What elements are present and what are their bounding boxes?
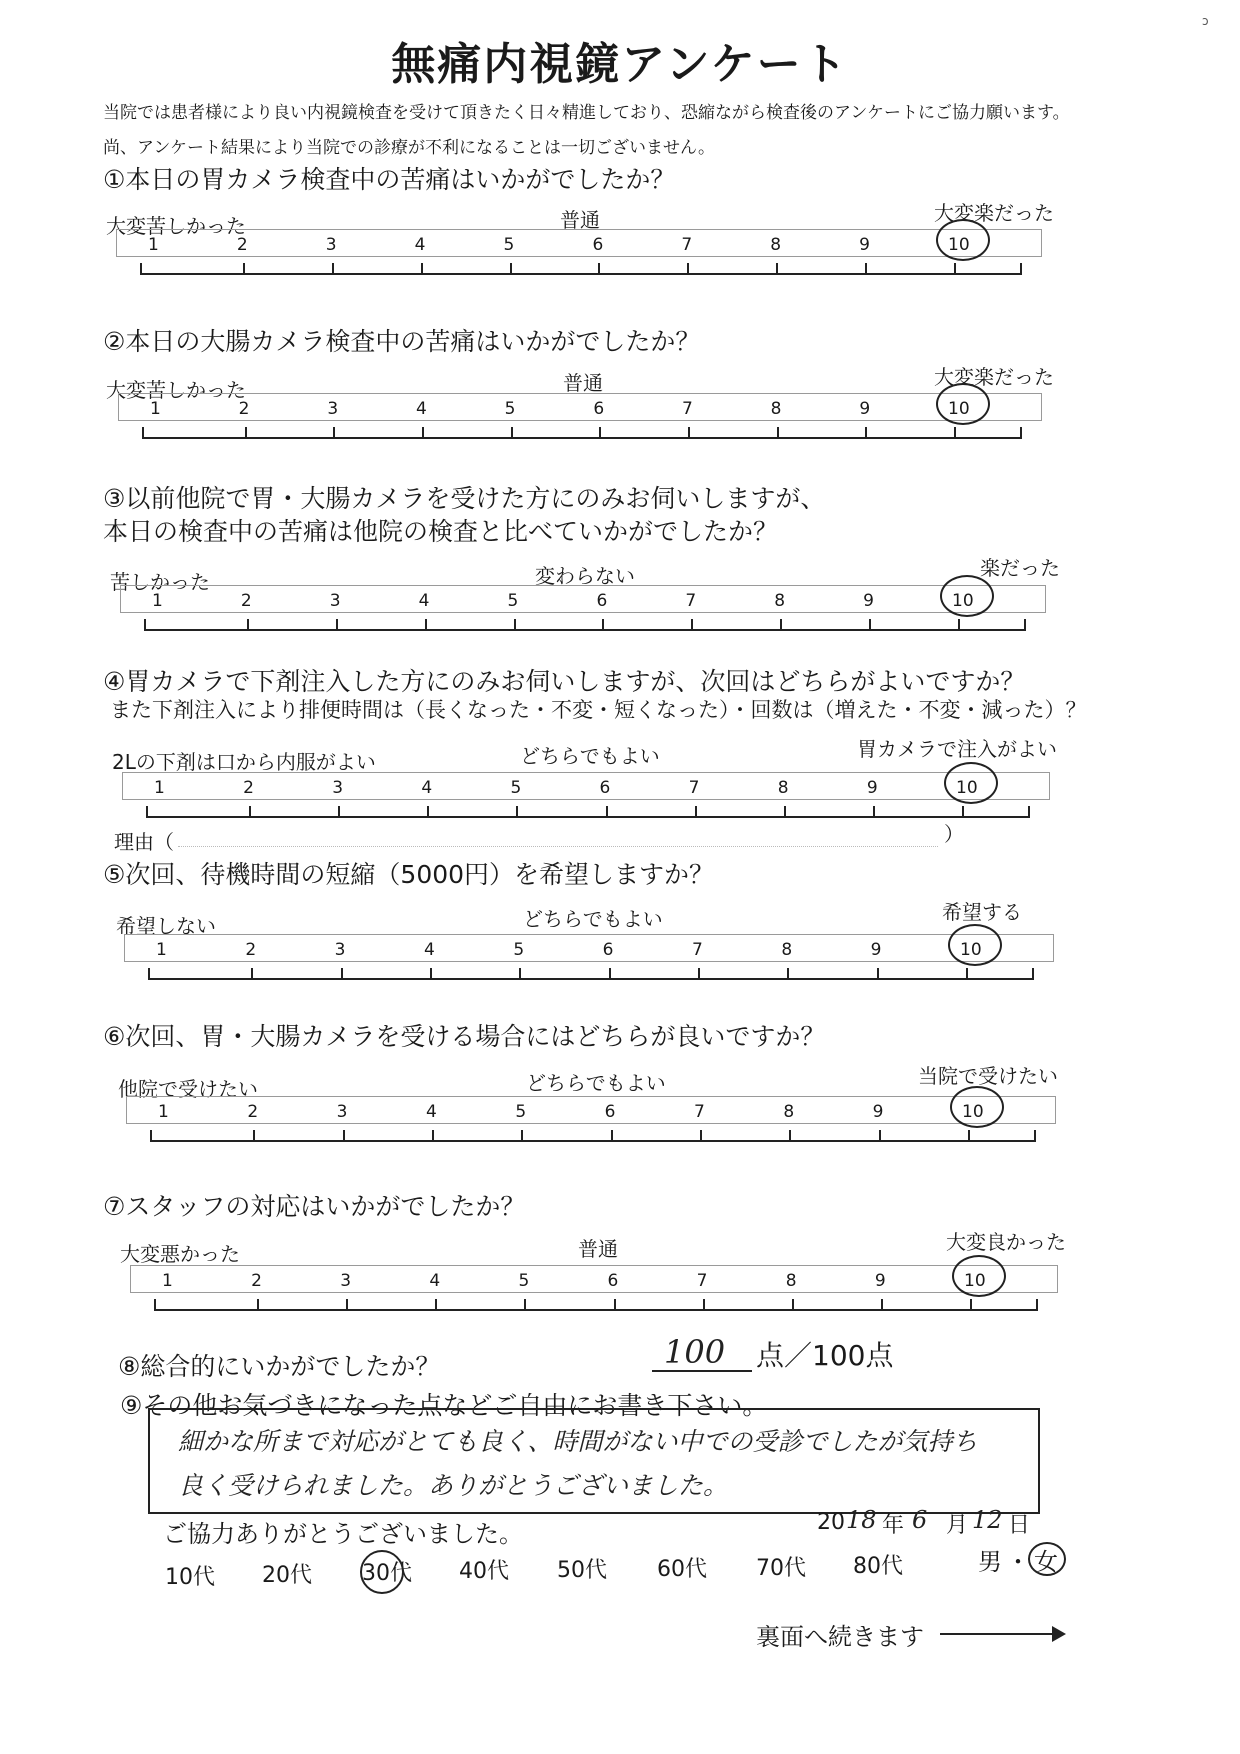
scale-number-2[interactable]: 2 bbox=[251, 1271, 262, 1291]
scale-number-10[interactable]: 10 bbox=[948, 399, 970, 419]
scale-tick bbox=[691, 619, 693, 631]
scale-number-6[interactable]: 6 bbox=[596, 591, 608, 611]
scale-tick bbox=[140, 263, 142, 275]
scale-tick bbox=[511, 427, 513, 439]
date-month-label: 月 bbox=[946, 1513, 969, 1538]
question-3-title: ③以前他院で胃・大腸カメラを受けた方にのみお伺いしますが、 bbox=[103, 484, 826, 513]
scale-number-4[interactable]: 4 bbox=[418, 591, 430, 611]
scale-tick bbox=[430, 968, 432, 980]
scale-tick bbox=[784, 806, 786, 818]
scale-axis bbox=[142, 437, 1020, 439]
scale-tick bbox=[516, 806, 518, 818]
scale-tick bbox=[243, 263, 245, 275]
scale-number-2[interactable]: 2 bbox=[245, 940, 257, 960]
question-9-comment-line-2: 良く受けられました。ありがとうございました。 bbox=[178, 1471, 729, 1500]
question-3-mid-label: 変わらない bbox=[535, 564, 635, 588]
question-7-right-label: 大変良かった bbox=[946, 1230, 1066, 1254]
question-9-title: ⑨その他お気づきになった点などご自由にお書き下さい。 bbox=[120, 1391, 768, 1420]
scale-number-3[interactable]: 3 bbox=[334, 940, 346, 960]
scale-tick bbox=[780, 619, 782, 631]
scale-number-2[interactable]: 2 bbox=[243, 778, 254, 798]
question-4-mid-label: どちらでもよい bbox=[520, 744, 660, 768]
question-6-left-label: 他院で受けたい bbox=[118, 1077, 258, 1101]
scale-number-6[interactable]: 6 bbox=[599, 778, 611, 798]
scale-number-3[interactable]: 3 bbox=[340, 1271, 352, 1291]
scale-number-9[interactable]: 9 bbox=[870, 940, 882, 960]
scale-tick bbox=[519, 968, 521, 980]
scale-tick bbox=[954, 427, 956, 439]
question-5-mid-label: どちらでもよい bbox=[523, 907, 663, 931]
intro-line-2: 尚、アンケート結果により当院での診療が不利になることは一切ございません。 bbox=[103, 138, 715, 158]
scale-tick bbox=[332, 263, 334, 275]
scale-number-7[interactable]: 7 bbox=[696, 1271, 708, 1291]
scale-tick bbox=[150, 1130, 152, 1142]
scale-tick bbox=[148, 968, 150, 980]
scale-number-8[interactable]: 8 bbox=[774, 591, 786, 611]
question-2-left-label: 大変苦しかった bbox=[106, 378, 246, 402]
gender-selected-circle bbox=[1028, 1542, 1066, 1576]
scale-number-8[interactable]: 8 bbox=[781, 940, 793, 960]
date-day-label: 日 bbox=[1008, 1513, 1031, 1538]
scale-number-3[interactable]: 3 bbox=[325, 235, 337, 255]
scale-number-1[interactable]: 1 bbox=[150, 399, 161, 419]
gender-separator: ・ bbox=[1006, 1548, 1030, 1576]
scale-tick bbox=[777, 427, 779, 439]
question-7-left-label: 大変悪かった bbox=[120, 1242, 240, 1266]
question-1-title: ①本日の胃カメラ検査中の苦痛はいかがでしたか？ bbox=[103, 165, 676, 194]
scale-number-8[interactable]: 8 bbox=[783, 1102, 795, 1122]
scale-number-5[interactable]: 5 bbox=[504, 399, 516, 419]
scale-number-2[interactable]: 2 bbox=[236, 235, 248, 255]
age-option[interactable]: 80代 bbox=[853, 1554, 903, 1579]
scale-number-2[interactable]: 2 bbox=[238, 399, 250, 419]
scale-tick bbox=[599, 427, 601, 439]
page-title: 無痛内視鏡アンケート bbox=[391, 39, 849, 90]
scale-tick bbox=[521, 1130, 523, 1142]
scale-tick bbox=[333, 427, 335, 439]
scale-number-4[interactable]: 4 bbox=[414, 235, 426, 255]
scale-number-3[interactable]: 3 bbox=[329, 591, 341, 611]
scale-tick bbox=[336, 619, 338, 631]
scale-number-9[interactable]: 9 bbox=[859, 399, 871, 419]
scale-tick bbox=[968, 1130, 970, 1142]
answer-circle bbox=[948, 924, 1002, 966]
age-option[interactable]: 10代 bbox=[165, 1565, 215, 1590]
question-1-mid-label: 普通 bbox=[560, 208, 600, 232]
question-3-right-label: 楽だった bbox=[980, 556, 1060, 580]
answer-circle bbox=[950, 1086, 1004, 1128]
scale-tick bbox=[1020, 427, 1022, 439]
scale-tick bbox=[776, 263, 778, 275]
question-5-right-label: 希望する bbox=[942, 900, 1022, 924]
continue-note: 裏面へ続きます bbox=[756, 1623, 924, 1651]
scale-number-7[interactable]: 7 bbox=[692, 940, 703, 960]
scale-number-1[interactable]: 1 bbox=[154, 778, 165, 798]
scale-number-6[interactable]: 6 bbox=[607, 1271, 619, 1291]
age-option[interactable]: 40代 bbox=[459, 1559, 509, 1584]
scale-tick bbox=[1034, 1130, 1036, 1142]
date-month-value[interactable]: 6 bbox=[912, 1506, 928, 1534]
scale-number-8[interactable]: 8 bbox=[770, 399, 782, 419]
question-5-title: ⑤次回、待機時間の短縮（5000円）を希望しますか？ bbox=[103, 860, 715, 889]
question-4-title: ④胃カメラで下剤注入した方にのみお伺いしますが、次回はどちらがよいですか？ bbox=[103, 667, 1026, 696]
scale-tick bbox=[602, 619, 604, 631]
age-option[interactable]: 20代 bbox=[262, 1563, 312, 1588]
scale-number-9[interactable]: 9 bbox=[859, 235, 870, 255]
scale-number-7[interactable]: 7 bbox=[682, 399, 693, 419]
question-8-suffix: 点／100点 bbox=[756, 1339, 894, 1372]
scale-tick bbox=[962, 806, 964, 818]
scale-axis bbox=[154, 1309, 1036, 1311]
scale-tick bbox=[1024, 619, 1026, 631]
scale-tick bbox=[869, 619, 871, 631]
scale-tick bbox=[954, 263, 956, 275]
scale-number-2[interactable]: 2 bbox=[240, 591, 252, 611]
scale-box bbox=[130, 1265, 1058, 1293]
scale-axis bbox=[140, 273, 1020, 275]
scale-axis bbox=[146, 816, 1028, 818]
scale-axis bbox=[148, 978, 1032, 980]
scale-tick bbox=[606, 806, 608, 818]
scale-tick bbox=[614, 1299, 616, 1311]
question-8-score[interactable]: 100 bbox=[664, 1333, 726, 1371]
scale-number-5[interactable]: 5 bbox=[518, 1271, 530, 1291]
scale-number-10[interactable]: 10 bbox=[956, 778, 978, 798]
scale-number-3[interactable]: 3 bbox=[336, 1102, 348, 1122]
scale-tick bbox=[611, 1130, 613, 1142]
scale-tick bbox=[524, 1299, 526, 1311]
scale-tick bbox=[341, 968, 343, 980]
scale-tick bbox=[688, 427, 690, 439]
scale-number-4[interactable]: 4 bbox=[429, 1271, 441, 1291]
question-5-left-label: 希望しない bbox=[116, 914, 216, 938]
age-option[interactable]: 50代 bbox=[557, 1558, 607, 1583]
scale-tick bbox=[435, 1299, 437, 1311]
scale-number-5[interactable]: 5 bbox=[513, 940, 525, 960]
question-4-right-label: 胃カメラで注入がよい bbox=[857, 737, 1057, 761]
scale-number-1[interactable]: 1 bbox=[162, 1271, 173, 1291]
scale-box bbox=[118, 393, 1042, 421]
question-4-reason-label: 理由（ bbox=[114, 830, 174, 854]
thanks-message: ご協力ありがとうございました。 bbox=[163, 1520, 523, 1548]
date-day-value[interactable]: 12 bbox=[972, 1506, 1003, 1534]
scale-tick bbox=[1036, 1299, 1038, 1311]
scale-box bbox=[120, 585, 1046, 613]
scale-tick bbox=[510, 263, 512, 275]
scale-number-7[interactable]: 7 bbox=[694, 1102, 705, 1122]
scale-tick bbox=[787, 968, 789, 980]
arrow-right-icon bbox=[1052, 1626, 1066, 1642]
scale-number-4[interactable]: 4 bbox=[416, 399, 427, 419]
scale-number-9[interactable]: 9 bbox=[866, 778, 878, 798]
scale-number-9[interactable]: 9 bbox=[874, 1271, 886, 1291]
scale-tick bbox=[873, 806, 875, 818]
question-4-title-line-2: また下剤注入により排便時間は（長くなった・不変・短くなった）・回数は（増えた・不変・減った）？ bbox=[110, 698, 1087, 722]
question-6-right-label: 当院で受けたい bbox=[918, 1064, 1058, 1088]
scale-number-10[interactable]: 10 bbox=[964, 1271, 986, 1291]
scale-number-4[interactable]: 4 bbox=[421, 778, 433, 798]
scale-tick bbox=[970, 1299, 972, 1311]
scale-box bbox=[124, 934, 1054, 962]
question-3-left-label: 苦しかった bbox=[110, 570, 210, 594]
scale-number-8[interactable]: 8 bbox=[785, 1271, 797, 1291]
question-7-mid-label: 普通 bbox=[578, 1237, 618, 1261]
scale-number-6[interactable]: 6 bbox=[602, 940, 614, 960]
age-option[interactable]: 60代 bbox=[657, 1557, 707, 1582]
scale-number-6[interactable]: 6 bbox=[604, 1102, 616, 1122]
scale-number-6[interactable]: 6 bbox=[592, 235, 604, 255]
scale-tick bbox=[881, 1299, 883, 1311]
question-1-right-label: 大変楽だった bbox=[934, 201, 1054, 225]
question-1-left-label: 大変苦しかった bbox=[106, 214, 246, 238]
question-9-comment-line-1: 細かな所まで対応がとても良く、時間がない中での受診でしたが気持ち bbox=[178, 1427, 978, 1456]
scale-number-4[interactable]: 4 bbox=[426, 1102, 437, 1122]
scale-number-8[interactable]: 8 bbox=[770, 235, 782, 255]
scale-tick bbox=[251, 968, 253, 980]
scale-number-2[interactable]: 2 bbox=[247, 1102, 259, 1122]
scale-tick bbox=[687, 263, 689, 275]
age-option[interactable]: 70代 bbox=[756, 1556, 806, 1581]
scale-tick bbox=[1020, 263, 1022, 275]
scale-tick bbox=[877, 968, 879, 980]
scale-number-10[interactable]: 10 bbox=[960, 940, 982, 960]
question-7-title: ⑦スタッフの対応はいかがでしたか？ bbox=[103, 1192, 526, 1221]
scale-tick bbox=[144, 619, 146, 631]
scale-number-10[interactable]: 10 bbox=[952, 591, 974, 611]
age-selected-circle bbox=[360, 1550, 404, 1594]
scale-tick bbox=[966, 968, 968, 980]
arrow-line bbox=[940, 1633, 1058, 1635]
question-6-title: ⑥次回、胃・大腸カメラを受ける場合にはどちらが良いですか？ bbox=[103, 1022, 826, 1051]
scale-number-9[interactable]: 9 bbox=[863, 591, 874, 611]
scale-tick bbox=[245, 427, 247, 439]
scale-tick bbox=[427, 806, 429, 818]
date-year-label: 年 bbox=[882, 1513, 905, 1538]
scale-tick bbox=[598, 263, 600, 275]
question-8-score-line bbox=[652, 1370, 752, 1372]
answer-circle bbox=[936, 383, 990, 425]
date-year-value[interactable]: 18 bbox=[846, 1506, 877, 1534]
scale-number-5[interactable]: 5 bbox=[515, 1102, 527, 1122]
question-2-right-label: 大変楽だった bbox=[934, 365, 1054, 389]
scale-number-4[interactable]: 4 bbox=[424, 940, 435, 960]
scale-tick bbox=[700, 1130, 702, 1142]
scale-tick bbox=[698, 968, 700, 980]
gender-female[interactable]: 女 bbox=[1034, 1548, 1058, 1576]
scale-tick bbox=[703, 1299, 705, 1311]
scale-number-3[interactable]: 3 bbox=[332, 778, 344, 798]
scale-axis bbox=[144, 629, 1024, 631]
scale-number-7[interactable]: 7 bbox=[685, 591, 697, 611]
question-4-reason-close: ） bbox=[944, 822, 964, 846]
scale-tick bbox=[865, 427, 867, 439]
corner-mark-icon: ↄ bbox=[1202, 14, 1209, 28]
scale-number-8[interactable]: 8 bbox=[777, 778, 789, 798]
scale-axis bbox=[150, 1140, 1034, 1142]
scale-number-1[interactable]: 1 bbox=[152, 591, 163, 611]
scale-number-5[interactable]: 5 bbox=[507, 591, 519, 611]
gender-male[interactable]: 男 bbox=[978, 1548, 1002, 1576]
scale-tick bbox=[792, 1299, 794, 1311]
scale-number-1[interactable]: 1 bbox=[156, 940, 167, 960]
scale-box bbox=[116, 229, 1042, 257]
scale-tick bbox=[958, 619, 960, 631]
answer-circle bbox=[936, 219, 990, 261]
scale-tick bbox=[514, 619, 516, 631]
scale-number-9[interactable]: 9 bbox=[872, 1102, 884, 1122]
scale-tick bbox=[609, 968, 611, 980]
scale-tick bbox=[247, 619, 249, 631]
age-option[interactable]: 30代 bbox=[362, 1561, 412, 1586]
question-6-mid-label: どちらでもよい bbox=[526, 1071, 666, 1095]
question-3-title-line-2: 本日の検査中の苦痛は他院の検査と比べていかがでしたか？ bbox=[103, 517, 779, 546]
scale-tick bbox=[1032, 968, 1034, 980]
scale-number-10[interactable]: 10 bbox=[962, 1102, 984, 1122]
scale-tick bbox=[343, 1130, 345, 1142]
scale-number-1[interactable]: 1 bbox=[158, 1102, 169, 1122]
question-2-mid-label: 普通 bbox=[563, 371, 603, 395]
scale-number-1[interactable]: 1 bbox=[148, 235, 159, 255]
scale-tick bbox=[346, 1299, 348, 1311]
scale-tick bbox=[422, 427, 424, 439]
question-2-title: ②本日の大腸カメラ検査中の苦痛はいかがでしたか？ bbox=[103, 327, 701, 356]
scale-box bbox=[126, 1096, 1056, 1124]
scale-tick bbox=[789, 1130, 791, 1142]
scale-tick bbox=[421, 263, 423, 275]
scale-number-10[interactable]: 10 bbox=[948, 235, 970, 255]
scale-number-6[interactable]: 6 bbox=[593, 399, 605, 419]
scale-tick bbox=[432, 1130, 434, 1142]
scale-tick bbox=[865, 263, 867, 275]
scale-number-3[interactable]: 3 bbox=[327, 399, 339, 419]
scale-tick bbox=[257, 1299, 259, 1311]
scale-box bbox=[122, 772, 1050, 800]
intro-line-1: 当院では患者様により良い内視鏡検査を受けて頂きたく日々精進しており、恐縮ながら検査後のアンケートにご協力願います。 bbox=[103, 103, 1070, 123]
scale-number-5[interactable]: 5 bbox=[503, 235, 515, 255]
question-8-title: ⑧総合的にいかがでしたか？ bbox=[118, 1352, 441, 1381]
scale-tick bbox=[695, 806, 697, 818]
question-4-reason-input[interactable] bbox=[178, 846, 938, 847]
scale-number-7[interactable]: 7 bbox=[688, 778, 700, 798]
date-year-prefix: 20 bbox=[817, 1510, 845, 1535]
scale-tick bbox=[154, 1299, 156, 1311]
scale-tick bbox=[338, 806, 340, 818]
scale-tick bbox=[425, 619, 427, 631]
scale-number-7[interactable]: 7 bbox=[681, 235, 693, 255]
scale-tick bbox=[142, 427, 144, 439]
answer-circle bbox=[940, 575, 994, 617]
scale-tick bbox=[249, 806, 251, 818]
question-4-left-label: 2Lの下剤は口から内服がよい bbox=[112, 750, 376, 774]
scale-tick bbox=[879, 1130, 881, 1142]
scale-tick bbox=[146, 806, 148, 818]
answer-circle bbox=[944, 762, 998, 804]
scale-tick bbox=[1028, 806, 1030, 818]
scale-number-5[interactable]: 5 bbox=[510, 778, 522, 798]
answer-circle bbox=[952, 1255, 1006, 1297]
scale-tick bbox=[253, 1130, 255, 1142]
